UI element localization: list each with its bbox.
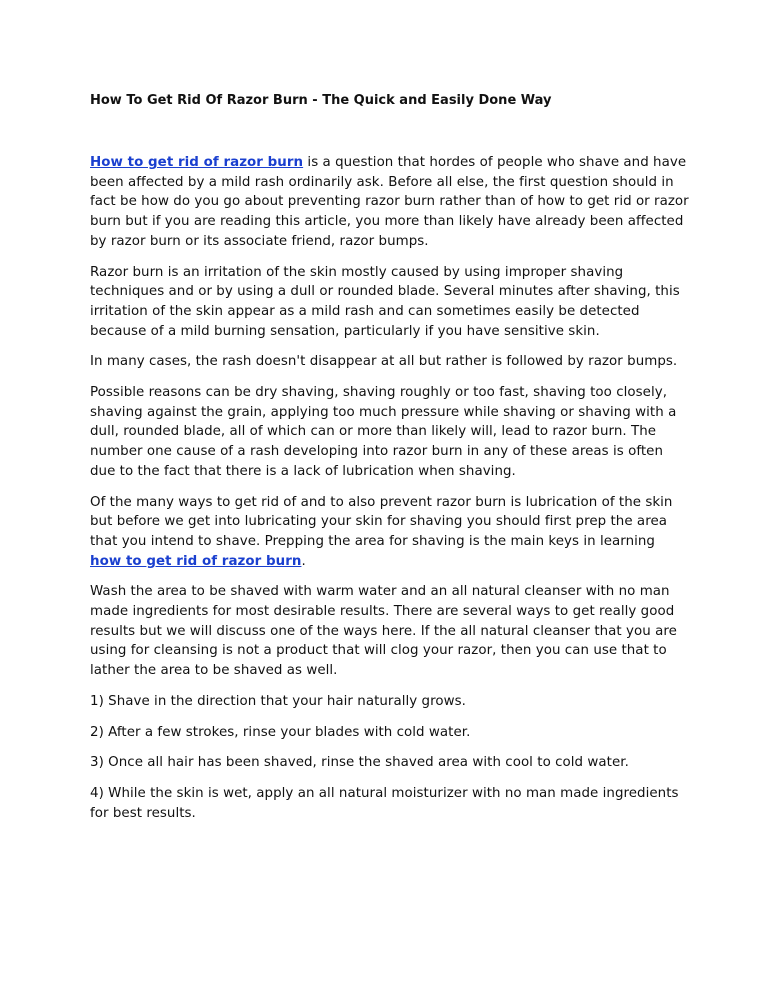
paragraph-1 — [90, 153, 690, 252]
step-4: 4) While the skin is wet, apply an all natural moisturizer with no man made ingredients for best results. — [90, 785, 679, 821]
step-3: 3) Once all hair has been shaved, rinse the shaved area with cool to cold water. — [90, 755, 629, 771]
document-page — [90, 92, 690, 834]
step-1: 1) Shave in the direction that your hair naturally grows. — [90, 693, 466, 709]
paragraph-5-end: . — [301, 553, 306, 569]
paragraph-5 — [90, 493, 690, 572]
razor-burn-link-1[interactable]: How to get rid of razor burn — [90, 155, 304, 170]
step-2: 2) After a few strokes, rinse your blades with cold water. — [90, 724, 471, 740]
document-body — [90, 153, 690, 823]
razor-burn-link-2[interactable]: how to get rid of razor burn — [90, 553, 302, 569]
paragraph-3: In many cases, the rash doesn't disappear at all but rather is followed by razor bumps. — [90, 354, 678, 370]
document-title: How To Get Rid Of Razor Burn - The Quick and Easily Done Way — [90, 93, 552, 108]
paragraph-1-text: is a question that hordes of people who shave and have been affected by a mild rash ordinarily ask. Before all else, the first question should in fact be how do you go about preventing razor burn rather than of how to get rid or razor burn but if you are reading this article, you more than likely have already been affected by razor burn or its associate friend, razor bumps. — [90, 155, 689, 249]
paragraph-5-text: Of the many ways to get rid of and to also prevent razor burn is lubrication of the skin but before we get into lubricating your skin for shaving you should first prep the area that you intend to shave. Prepping the area for shaving is the main keys in learning — [90, 494, 673, 549]
paragraph-4: Possible reasons can be dry shaving, shaving roughly or too fast, shaving too closely, shaving against the grain, applying too much pressure while shaving or shaving with a dull, rounded blade, all of which can or more than likely will, lead to razor burn. The number one cause of a rash developing into razor burn in any of these areas is often due to the fact that there is a lack of lubrication when shaving. — [90, 385, 677, 479]
paragraph-2: Razor burn is an irritation of the skin mostly caused by using improper shaving techniques and or by using a dull or rounded blade. Several minutes after shaving, this irritation of the skin appear as a mild rash and can sometimes easily be detected because of a mild burning sensation, particularly if you have sensitive skin. — [90, 264, 680, 339]
paragraph-6: Wash the area to be shaved with warm water and an all natural cleanser with no man made ingredients for most desirable results. There are several ways to get really good results but we will discuss one of the ways here. If the all natural cleanser that you are using for cleansing is not a product that will clog your razor, then you can use that to lather the area to be shaved as well. — [90, 584, 677, 679]
